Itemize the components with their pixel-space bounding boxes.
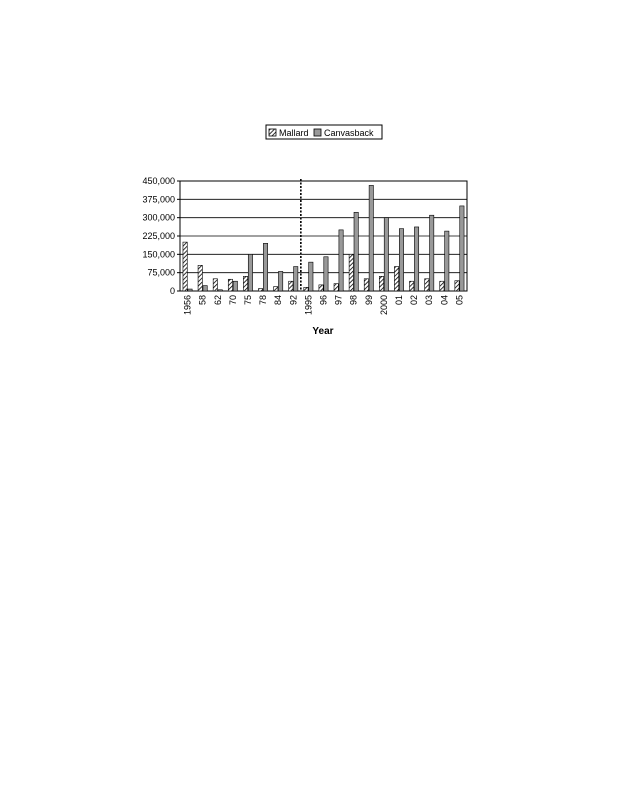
bar-canvasback	[399, 229, 403, 291]
bar-mallard	[410, 281, 414, 291]
bar-mallard	[228, 279, 232, 291]
y-tick-label: 300,000	[142, 212, 175, 223]
x-tick-label: 78	[258, 295, 269, 306]
y-axis-ticks	[142, 176, 180, 296]
bar-mallard	[213, 279, 217, 291]
x-tick-label: 98	[348, 295, 359, 306]
y-tick-label: 375,000	[142, 194, 175, 205]
y-tick-label: 75,000	[147, 267, 175, 278]
bar-canvasback	[354, 212, 358, 291]
x-tick-label: 1956	[182, 295, 193, 316]
x-tick-label: 97	[333, 295, 344, 306]
bar-canvasback	[188, 289, 192, 291]
x-tick-label: 2000	[378, 295, 389, 316]
bar-mallard	[304, 287, 308, 291]
y-tick-label: 150,000	[142, 249, 175, 260]
x-tick-label: 84	[273, 295, 284, 306]
x-tick-label: 92	[288, 295, 299, 306]
bar-mallard	[455, 281, 459, 291]
bar-mallard	[258, 289, 262, 291]
x-tick-label: 75	[242, 295, 253, 306]
x-axis-ticks	[183, 295, 465, 315]
legend-swatch-canvasback	[314, 129, 321, 136]
bar-mallard	[364, 279, 368, 291]
legend	[266, 125, 382, 139]
bar-canvasback	[339, 230, 343, 291]
x-axis-title: Year	[312, 326, 334, 337]
x-tick-label: 99	[363, 295, 374, 306]
x-tick-label: 05	[454, 295, 465, 306]
bar-canvasback	[218, 290, 222, 291]
x-tick-label: 02	[409, 295, 420, 306]
bar-mallard	[243, 276, 247, 291]
bar-canvasback	[430, 215, 434, 291]
y-tick-label: 0	[169, 286, 175, 296]
y-tick-label: 225,000	[142, 231, 175, 241]
bar-canvasback	[324, 257, 328, 291]
legend-label-canvasback: Canvasback	[324, 128, 374, 138]
bar-canvasback	[278, 271, 282, 291]
bar-mallard	[319, 285, 323, 291]
bar-mallard	[198, 265, 202, 291]
x-tick-label: 03	[424, 295, 435, 306]
bar-canvasback	[203, 286, 207, 291]
bar-mallard	[334, 284, 338, 291]
bar-canvasback	[294, 267, 298, 291]
x-tick-label: 96	[318, 295, 329, 306]
bar-canvasback	[384, 218, 388, 291]
x-tick-label: 62	[212, 295, 223, 306]
bar-mallard	[425, 279, 429, 291]
legend-label-mallard: Mallard	[279, 128, 309, 138]
x-tick-label: 01	[394, 295, 405, 306]
x-tick-label: 70	[227, 295, 238, 306]
bar-canvasback	[445, 231, 449, 291]
x-tick-label: 58	[197, 295, 208, 306]
bar-mallard	[274, 287, 278, 291]
bar-mallard	[349, 254, 353, 291]
bar-mallard	[440, 281, 444, 291]
bar-mallard	[394, 267, 398, 291]
bar-canvasback	[263, 243, 267, 291]
bar-mallard	[289, 281, 293, 291]
bar-canvasback	[309, 262, 313, 291]
legend-swatch-mallard	[269, 129, 276, 136]
bar-canvasback	[369, 185, 373, 291]
x-tick-label: 1995	[303, 295, 314, 316]
bar-canvasback	[414, 227, 418, 291]
y-tick-label: 450,000	[142, 176, 175, 186]
bar-canvasback	[233, 281, 237, 291]
bar-mallard	[183, 242, 187, 291]
bar-mallard	[379, 276, 383, 291]
bar-canvasback	[460, 206, 464, 291]
bars	[183, 185, 464, 291]
x-tick-label: 04	[439, 295, 450, 306]
bar-canvasback	[248, 254, 252, 291]
